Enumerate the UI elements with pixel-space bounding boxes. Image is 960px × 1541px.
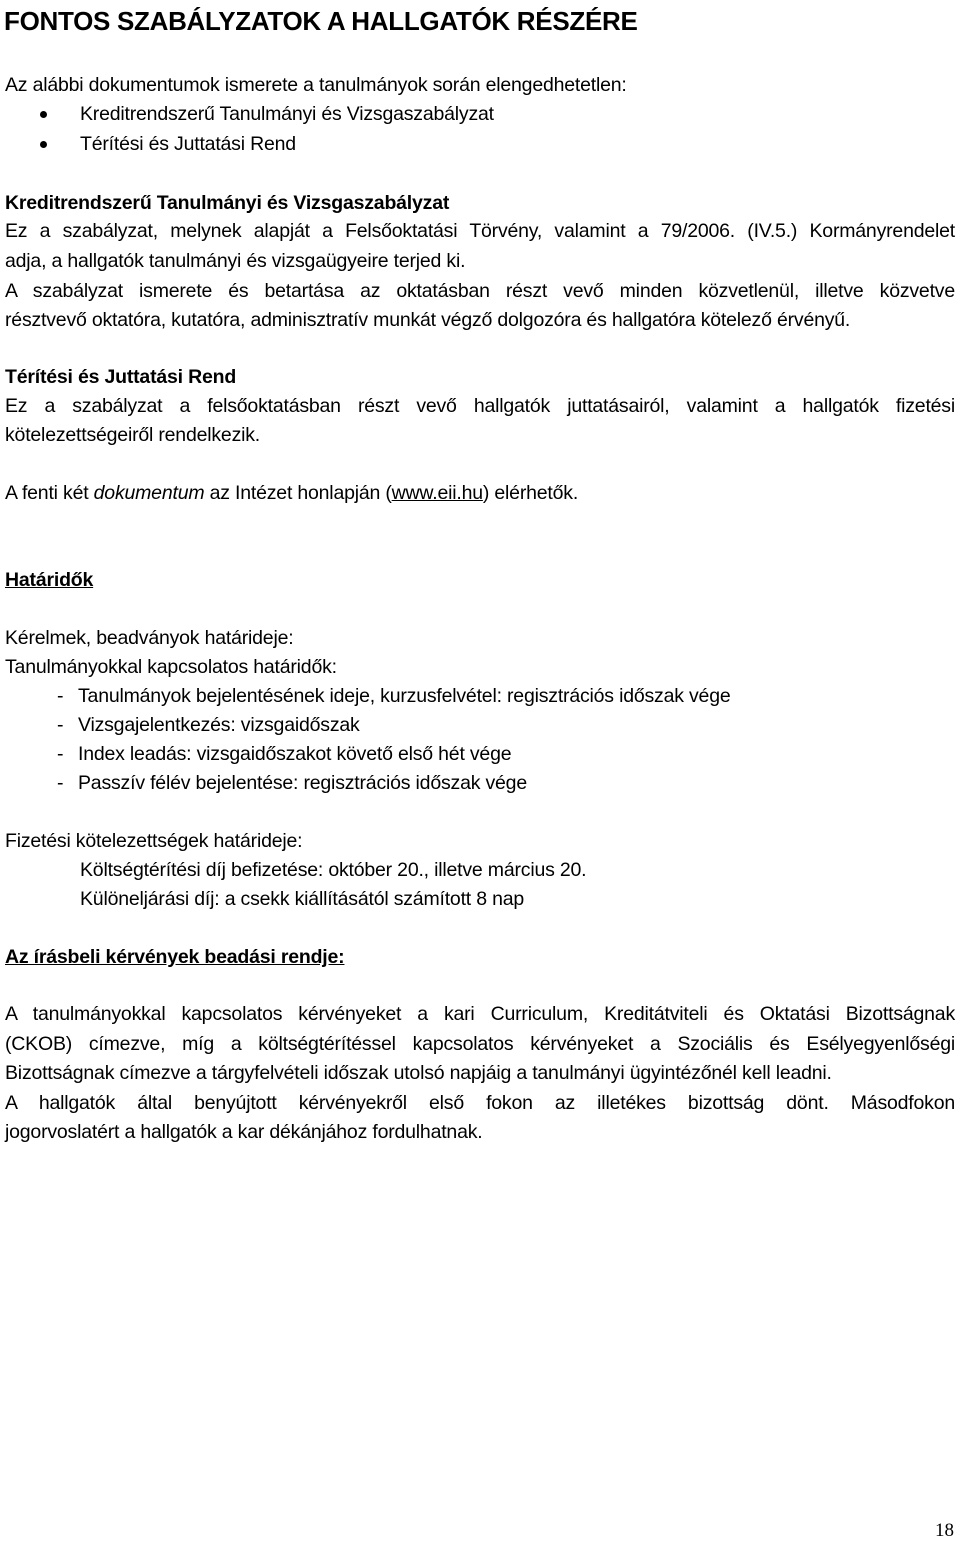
section-heading-tjr: Térítési és Juttatási Rend [5,366,237,388]
study-deadlines-label: Tanulmányokkal kapcsolatos határidők: [5,656,337,678]
intro-list-item: Kreditrendszerű Tanulmányi és Vizsgaszabályzat [80,103,494,125]
deadlines-heading: Határidők [5,569,94,591]
website-link[interactable]: www.eii.hu [391,482,483,504]
bullet-icon [40,111,47,118]
dash-marker: - [57,714,64,736]
payment-deadlines-label: Fizetési kötelezettségek határideje: [5,830,303,852]
bullet-icon [40,141,47,148]
availability-line [5,481,578,505]
study-deadline-item: Index leadás: vizsgaidőszakot követő első hét vége [78,743,512,765]
dash-marker: - [57,772,64,794]
paragraph-line: résztvevő oktatóra, kutatóra, adminisztratív munkát végző dolgozóra és hallgatóra kötelező érvényű. [5,309,851,331]
requests-section-heading: Az írásbeli kérvények beadási rendje: [5,946,345,968]
study-deadline-item: Vizsgajelentkezés: vizsgaidőszak [78,714,360,736]
paragraph-line: A hallgatók által benyújtott kérvényekről első fokon az illetékes bizottság dönt. Másodfokon [5,1092,955,1114]
availability-text: ) elérhetők. [482,482,579,504]
payment-deadline-item: Költségtérítési díj befizetése: október 20., illetve március 20. [80,859,587,881]
study-deadline-item: Passzív félév bejelentése: regisztrációs időszak vége [78,772,527,794]
study-deadline-item: Tanulmányok bejelentésének ideje, kurzusfelvétel: regisztrációs időszak vége [78,685,731,707]
paragraph-line: adja, a hallgatók tanulmányi és vizsgaügyeire terjed ki. [5,250,466,272]
dash-marker: - [57,743,64,765]
availability-emphasis: dokumentum [93,482,205,504]
payment-deadline-item: Különeljárási díj: a csekk kiállításától számított 8 nap [80,888,525,910]
page-number: 18 [935,1520,954,1541]
intro-list-item: Térítési és Juttatási Rend [80,133,296,155]
paragraph-line: A szabályzat ismerete és betartása az oktatásban részt vevő minden közvetlenül, illetve közvetve [5,280,955,302]
paragraph-line: kötelezettségeiről rendelkezik. [5,424,261,446]
paragraph-line: Bizottságnak címezve a tárgyfelvételi időszak utolsó napjáig a tanulmányi ügyintézőnél kell leadni. [5,1062,832,1084]
requests-deadline-label: Kérelmek, beadványok határideje: [5,627,294,649]
paragraph-line: (CKOB) címezve, míg a költségtérítéssel kapcsolatos kérvényeket a Szociális és Esélyegyenlőségi [5,1033,955,1055]
availability-text: az Intézet honlapján ( [204,482,392,504]
availability-text: A fenti két [5,482,94,504]
paragraph-line: Ez a szabályzat, melynek alapját a Felsőoktatási Törvény, valamint a 79/2006. (IV.5.) Kormányrendelet [5,220,955,242]
paragraph-line: A tanulmányokkal kapcsolatos kérvényeket a kari Curriculum, Kreditátviteli és Oktatási Bizottságnak [5,1003,955,1025]
paragraph-line: Ez a szabályzat a felsőoktatásban részt vevő hallgatók juttatásairól, valamint a hallgatók fizetési [5,395,955,417]
section-heading-tvsz: Kreditrendszerű Tanulmányi és Vizsgaszabályzat [5,192,450,214]
intro-text: Az alábbi dokumentumok ismerete a tanulmányok során elengedhetetlen: [5,74,627,96]
page-title: FONTOS SZABÁLYZATOK A HALLGATÓK RÉSZÉRE [4,6,638,36]
dash-marker: - [57,685,64,707]
paragraph-line: jogorvoslatért a hallgatók a kar dékánjához fordulhatnak. [5,1121,483,1143]
